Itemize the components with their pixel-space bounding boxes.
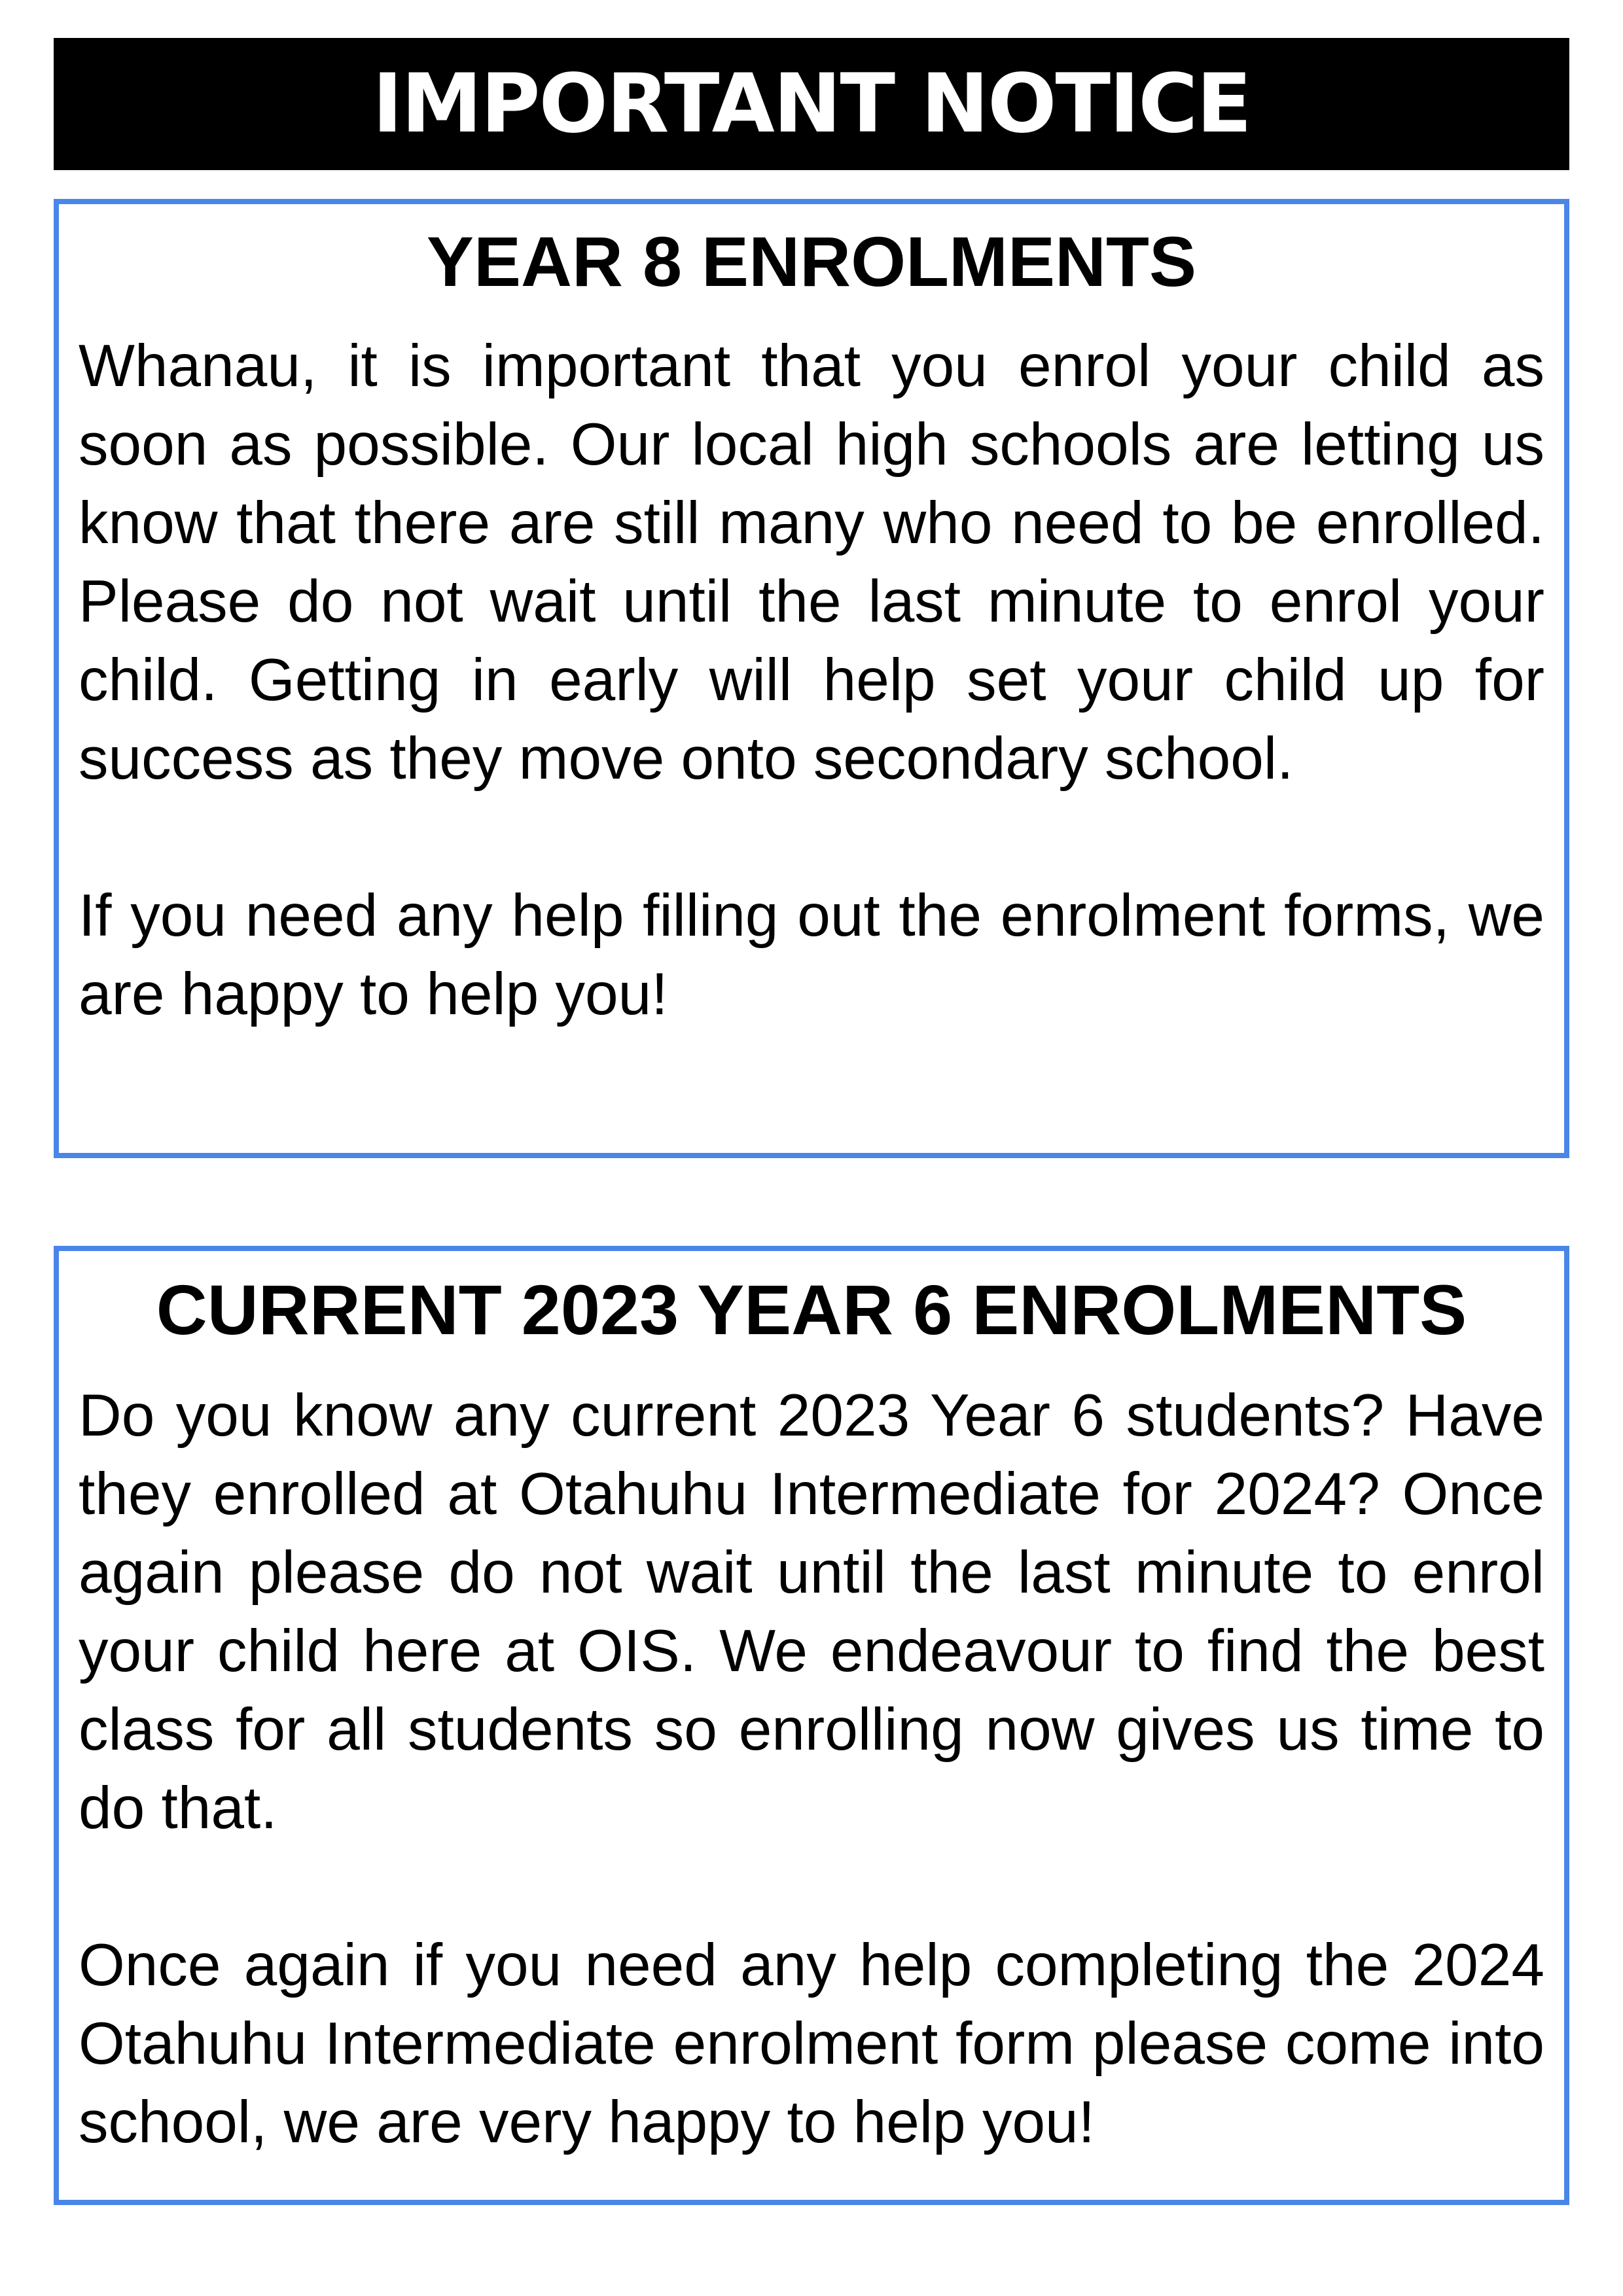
section-paragraph: Whanau, it is important that you enrol your child as soon as possible. Our local high schools are letting us know that there are still many who need to be enrolled. Please do not wait until the last minute to enrol your child. Getting in early will help set your child up for success as they move onto secondary school. [79,333,1544,792]
section-paragraph: If you need any help filling out the enrolment forms, we are happy to help you! [79,883,1544,1027]
notice-banner [54,38,1569,170]
year-6-enrolments-section [54,1246,1569,2205]
section-paragraph: Do you know any current 2023 Year 6 students? Have they enrolled at Otahuhu Intermediate for 2024? Once again please do not wait until the last minute to enrol your child here at OIS. We endeavour to find the best class for all students so enrolling now gives us time to do that. [79,1383,1544,1841]
banner-title: IMPORTANT NOTICE [372,57,1251,151]
section-title: CURRENT 2023 YEAR 6 ENROLMENTS [156,1270,1467,1349]
year-8-enrolments-section [54,199,1569,1158]
section-paragraph: Once again if you need any help completing the 2024 Otahuhu Intermediate enrolment form please come into school, we are very happy to help you! [79,1932,1544,2155]
section-title: YEAR 8 ENROLMENTS [426,222,1197,301]
